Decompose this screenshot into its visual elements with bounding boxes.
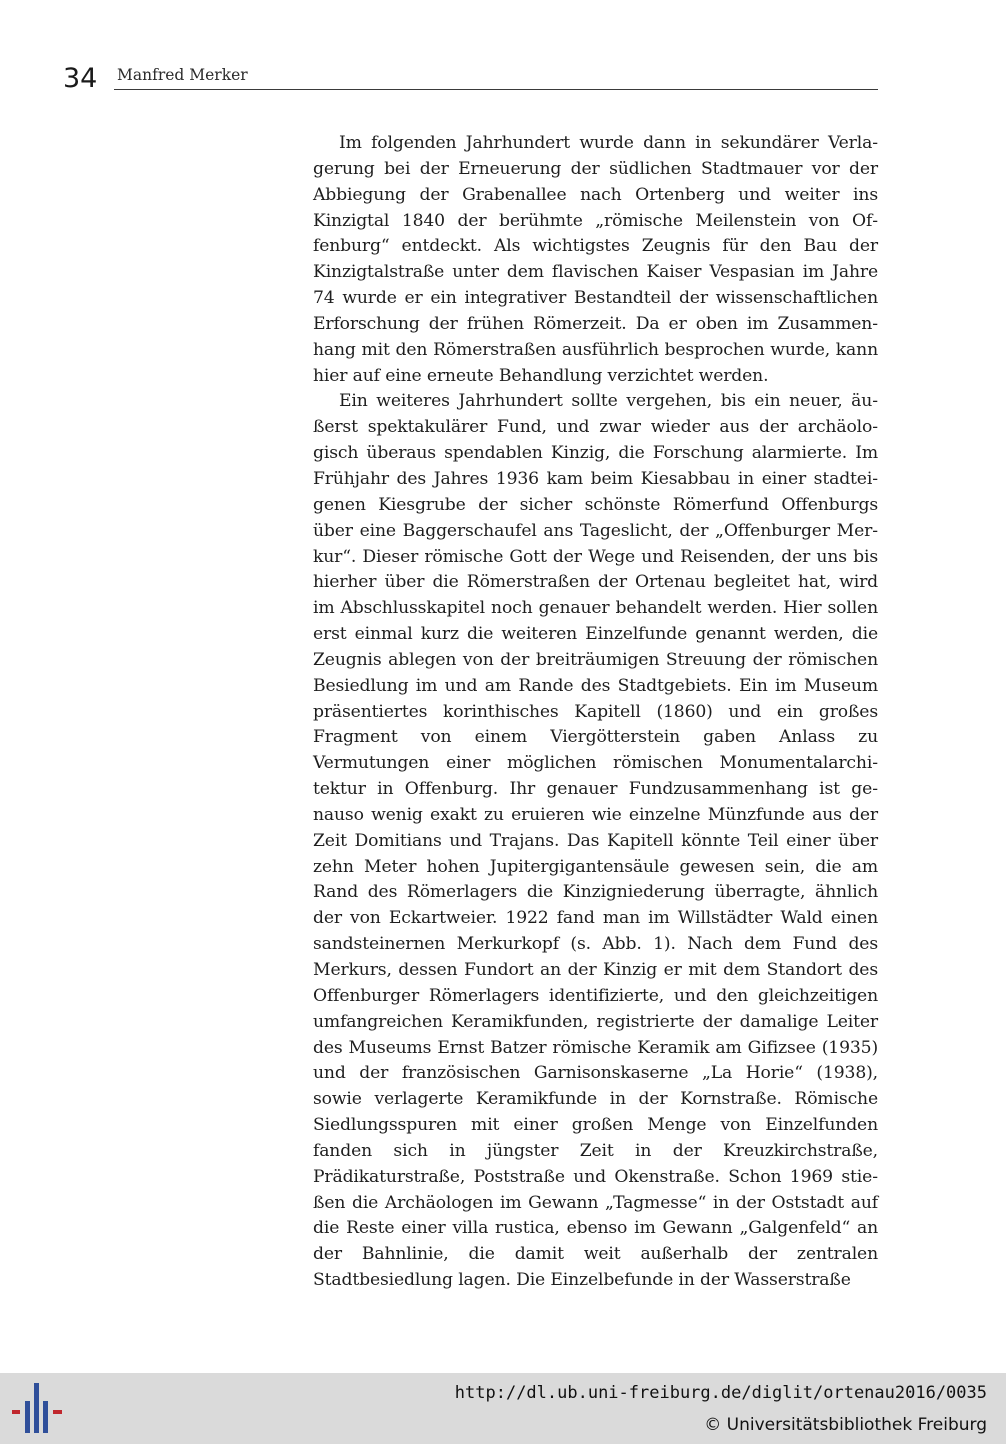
- paragraph: Ein weiteres Jahrhundert sollte vergehen, bis ein neuer, äußerst spektakulärer Fund, und zwar wieder aus der archäologisch überaus spendablen Kinzig, die Forschung alarmierte. Im Frühjahr des Jahres 1936 kam beim Kiesabbau in einer stadteigenen Kiesgrube der sicher schönste Römerfund Offenburgs über eine Baggerschaufel ans Tageslicht, der „Offenburger Merkur“. Dieser römische Gott der Wege und Reisenden, der uns bis hierher über die Römerstraßen der Ortenau begleitet hat, wird im Abschlusskapitel noch genauer behandelt werden. Hier sollen erst einmal kurz die weiteren Einzelfunde genannt werden, die Zeugnis ablegen von der breiträumigen Streuung der römischen Besiedlung im und am Rande des Stadtgebiets. Ein im Museum präsentiertes korinthisches Kapitell (1860) und ein großes Fragment von einem Viergötterstein gaben Anlass zu Vermutungen einer möglichen römischen Monumentalarchitektur in Offenburg. Ihr genauer Fundzusammenhang ist genauso wenig exakt zu eruieren wie einzelne Münzfunde aus der Zeit Domitians und Trajans. Das Kapitell könnte Teil einer über zehn Meter hohen Jupitergigantensäule gewesen sein, die am Rand des Römerlagers die Kinzigniederung überragte, ähnlich der von Eckartweier. 1922 fand man im Willstädter Wald einen sandsteinernen Merkurkopf (s. Abb. 1). Nach dem Fund des Merkurs, dessen Fundort an der Kinzig er mit dem Standort des Offenburger Römerlagers identifizierte, und den gleichzeitigen umfangreichen Keramikfunden, registrierte der damalige Leiter des Museums Ernst Batzer römische Keramik am Gifizsee (1935) und der französischen Garnisonskaserne „La Horie“ (1938), sowie verlagerte Keramikfunde in der Kornstraße. Römische Siedlungsspuren mit einer großen Menge von Einzelfunden fanden sich in jüngster Zeit in der Kreuzkirchstraße, Prädikaturstraße, Poststraße und Okenstraße. Schon 1969 stießen die Archäologen im Gewann „Tagmesse“ in der Oststadt auf die Reste einer villa rustica, ebenso im Gewann „Galgenfeld“ an der Bahnlinie, die damit weit außerhalb der zentralen Stadtbesiedlung lagen. Die Einzelbefunde in der Wasserstraße: [313, 391, 878, 1291]
- header-rule: [114, 89, 878, 90]
- footer-band: [0, 1373, 1006, 1444]
- body-text: [313, 131, 878, 1294]
- page-number: 34: [63, 63, 98, 94]
- running-head-author: Manfred Merker: [117, 66, 248, 84]
- page-header: [63, 60, 878, 94]
- footer-copyright: © Universitätsbibliothek Freiburg: [704, 1415, 987, 1435]
- paragraph: Im folgenden Jahrhundert wurde dann in sekundärer Verlagerung bei der Erneuerung der südlichen Stadtmauer vor der Abbiegung der Grabenallee nach Ortenberg und weiter ins Kinzigtal 1840 der berühmte „römische Meilenstein von Offenburg“ entdeckt. Als wichtigstes Zeugnis für den Bau der Kinzigtalstraße unter dem flavischen Kaiser Vespasian im Jahre 74 wurde er ein integrativer Bestandteil der wissenschaftlichen Erforschung der frühen Römerzeit. Da er oben im Zusammenhang mit den Römerstraßen ausführlich besprochen wurde, kann hier auf eine erneute Behandlung verzichtet werden.: [313, 133, 878, 386]
- ub-freiburg-logo-icon: [12, 1383, 64, 1433]
- footer-url-link[interactable]: http://dl.ub.uni-freiburg.de/diglit/ortenau2016/0035: [454, 1383, 987, 1403]
